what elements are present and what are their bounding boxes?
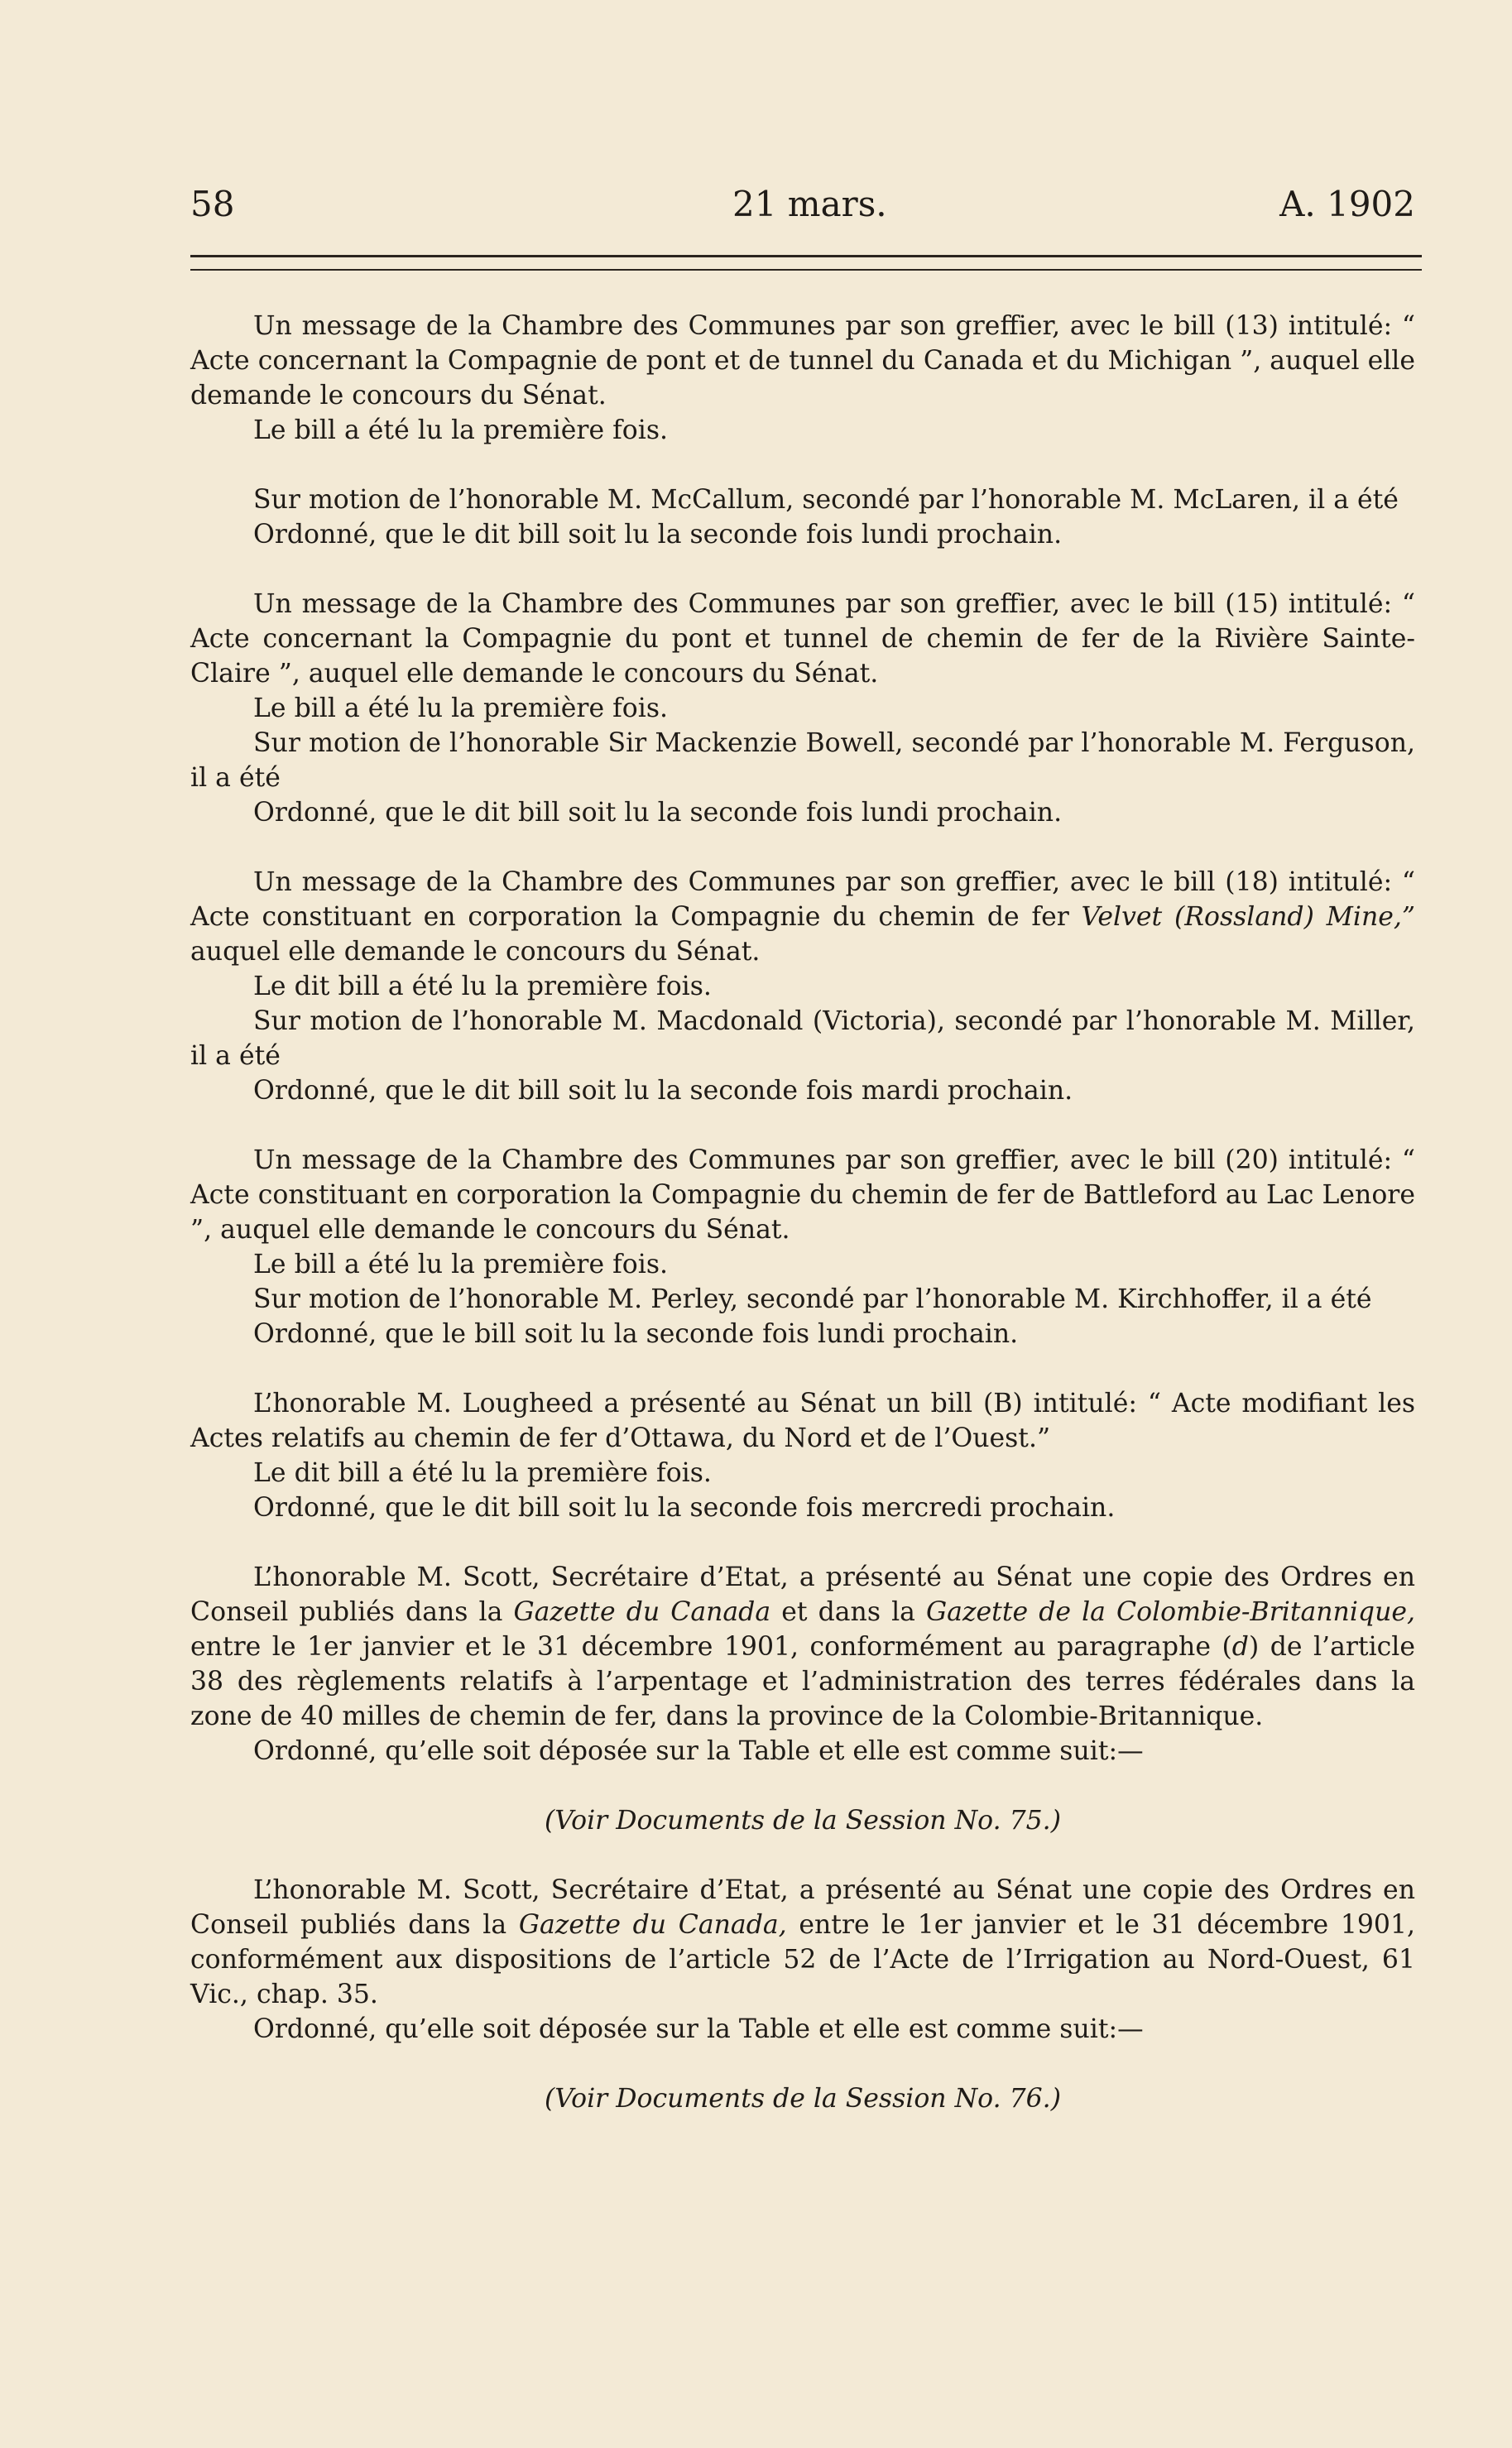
text-run: L’honorable M. Scott, Secrétaire d’Etat, a présenté au Sénat une copie des Ordres en Conseil publiés dans la	[190, 1875, 1415, 1940]
paragraph: Ordonné, que le dit bill soit lu la seconde fois lundi prochain.	[253, 520, 1063, 550]
paragraph	[190, 1560, 1415, 1734]
paragraph: L’honorable M. Lougheed a présenté au Sénat un bill (B) intitulé: “ Acte modifiant les Actes relatifs au chemin de fer d’Ottawa, du Nord et de l’Ouest.”	[190, 1389, 1415, 1453]
session-document-note: (Voir Documents de la Session No. 76.)	[544, 2084, 1061, 2114]
header-date: 21 mars.	[732, 184, 887, 224]
paragraph: Sur motion de l’honorable M. Perley, secondé par l’honorable M. Kirchhoffer, il a été	[253, 1284, 1372, 1314]
paragraph: Sur motion de l’honorable M. McCallum, secondé par l’honorable M. McLaren, il a été	[253, 485, 1399, 515]
page-body	[190, 309, 1415, 2116]
paragraph: Ordonné, que le dit bill soit lu la seconde fois lundi prochain.	[253, 798, 1063, 828]
paragraph: Le bill a été lu la première fois.	[253, 694, 669, 723]
journal-page	[190, 174, 1415, 2151]
header-double-rule	[190, 255, 1422, 271]
paragraph	[190, 865, 1415, 969]
entry-bill-b	[190, 1386, 1415, 1525]
page-header	[190, 174, 1415, 232]
entry-orders-in-council-75	[190, 1560, 1415, 1769]
paragraph: Ordonné, qu’elle soit déposée sur la Table et elle est comme suit:—	[253, 1736, 1144, 1766]
italic-run: d	[1231, 1632, 1249, 1662]
paragraph: Le bill a été lu la première fois.	[253, 415, 669, 445]
paragraph: Ordonné, que le dit bill soit lu la seconde fois mercredi prochain.	[253, 1493, 1116, 1523]
text-run: et dans la	[770, 1597, 926, 1627]
paragraph: Un message de la Chambre des Communes par son greffier, avec le bill (15) intitulé: “ Acte concernant la Compagnie du pont et tunnel de chemin de fer de la Rivière Sainte-Claire ”, auquel elle demande le concours du Sénat.	[190, 589, 1415, 689]
entry-orders-in-council-76	[190, 1873, 1415, 2047]
paragraph: Un message de la Chambre des Communes par son greffier, avec le bill (13) intitulé: “ Acte concernant la Compagnie de pont et de tunnel du Canada et du Michigan ”, auquel elle demande le concours du Sénat.	[190, 311, 1415, 410]
paragraph: Le dit bill a été lu la première fois.	[253, 972, 712, 1001]
italic-run: Gazette du Canada	[513, 1597, 771, 1627]
paragraph: Un message de la Chambre des Communes par son greffier, avec le bill (20) intitulé: “ Acte constituant en corporation la Compagnie du chemin de fer de Battleford au Lac Lenore ”, auquel elle demande le concours du Sénat.	[190, 1145, 1415, 1245]
paragraph: Ordonné, que le dit bill soit lu la seconde fois mardi prochain.	[253, 1076, 1073, 1106]
paragraph: Sur motion de l’honorable Sir Mackenzie Bowell, secondé par l’honorable M. Ferguson, il a été	[190, 728, 1415, 793]
text-run: entre le 1er janvier et le 31 décembre 1901, conformément aux dispositions de l’article 52 de l’Acte de l’Irrigation au Nord-Ouest, 61 Vic., chap. 35.	[190, 1910, 1415, 2009]
paragraph: Le dit bill a été lu la première fois.	[253, 1458, 712, 1488]
entry-bill-18	[190, 865, 1415, 1108]
italic-run: Velvet (Rossland) Mine,”	[1081, 902, 1415, 932]
paragraph: Ordonné, qu’elle soit déposée sur la Table et elle est comme suit:—	[253, 2014, 1144, 2044]
text-run: auquel elle demande le concours du Sénat.	[190, 937, 761, 967]
paragraph: Le bill a été lu la première fois.	[253, 1250, 669, 1279]
text-run: entre le 1er janvier et le 31 décembre 1901, conformément au paragraphe (	[190, 1632, 1232, 1662]
page-number: 58	[190, 184, 235, 224]
entry-bill-20	[190, 1143, 1415, 1351]
paragraph: Ordonné, que le bill soit lu la seconde fois lundi prochain.	[253, 1319, 1019, 1349]
paragraph: Sur motion de l’honorable M. Macdonald (Victoria), secondé par l’honorable M. Miller, il a été	[190, 1006, 1415, 1071]
text-run: ) de l’article 38 des règlements relatifs à l’arpentage et l’administration des terres fédérales dans la zone de 40 milles de chemin de fer, dans la province de la Colombie-Britannique.	[190, 1632, 1416, 1731]
italic-run: Gazette de la Colombie-Britannique,	[926, 1597, 1416, 1627]
text-run: Un message de la Chambre des Communes par son greffier, avec le bill (18) intitulé: “ Acte constituant en corporation la Compagnie du chemin de fer	[190, 867, 1415, 932]
entry-motion-mccallum	[190, 482, 1415, 552]
paragraph	[190, 1873, 1415, 2012]
entry-bill-15	[190, 587, 1415, 830]
italic-run: Gazette du Canada,	[518, 1910, 787, 1940]
text-run: L’honorable M. Scott, Secrétaire d’Etat, a présenté au Sénat une copie des Ordres en Conseil publiés dans la	[190, 1562, 1415, 1627]
session-document-note: (Voir Documents de la Session No. 75.)	[544, 1806, 1061, 1836]
entry-bill-13	[190, 309, 1415, 448]
header-year: A. 1902	[1279, 184, 1415, 224]
